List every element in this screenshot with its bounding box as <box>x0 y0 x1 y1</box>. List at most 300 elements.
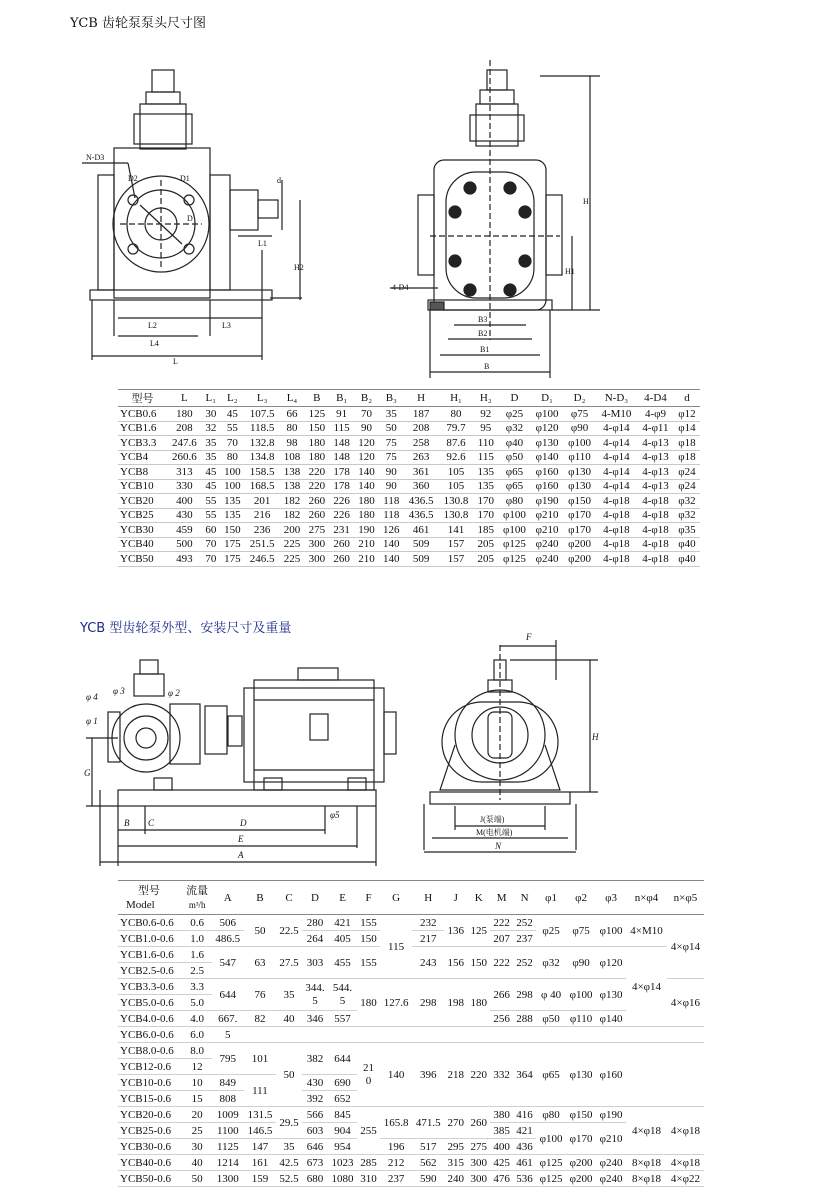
value-cell: 226 <box>333 509 350 522</box>
value-cell: 4-φ13 <box>642 436 669 449</box>
value-cell: 216 <box>253 509 271 522</box>
header-model: 型号 Model <box>126 884 160 911</box>
value-cell: φ40 <box>678 552 696 565</box>
label-c: C <box>148 818 155 828</box>
value-cell: 275 <box>308 523 326 536</box>
value-cell: 138 <box>283 480 301 493</box>
value-cell: 4-φ11 <box>642 422 669 435</box>
table-row <box>118 537 700 552</box>
value-cell: 4-φ18 <box>642 523 669 536</box>
value-cell: 509 <box>412 538 430 551</box>
value-cell: 132.8 <box>249 436 275 449</box>
value-cell: 55 <box>226 422 238 435</box>
header-col: H <box>424 891 433 904</box>
value-cell: 4-φ13 <box>642 480 669 493</box>
value-cell: 180 <box>358 509 375 522</box>
value-cell: 208 <box>412 422 430 435</box>
value-cell: φ75 <box>570 407 589 420</box>
value-cell: φ240 <box>535 552 559 565</box>
value-cell: 4-M10 <box>601 407 632 420</box>
label-phi3: φ 3 <box>113 686 125 696</box>
value-cell: 247.6 <box>171 436 197 449</box>
value-cell: 4-φ14 <box>603 465 630 478</box>
value-cell: 210 <box>358 538 375 551</box>
model-cell: YCB25 <box>120 509 154 522</box>
value-cell: φ32 <box>505 422 524 435</box>
value-cell: 4-φ14 <box>603 451 630 464</box>
header-flow: 流量 m³/h <box>186 884 209 910</box>
value-cell: 90 <box>360 422 372 435</box>
value-cell: 35 <box>205 451 217 464</box>
header-col: n×φ4 <box>634 891 659 904</box>
value-cell: 178 <box>333 465 350 478</box>
value-cell: 4-φ18 <box>642 509 669 522</box>
label-e: E <box>238 834 244 844</box>
table-row: YCB1.0-0.6 1.0 486.5 264 405 150 217 207 237 <box>118 931 704 947</box>
table-row: YCB40-0.6 40 1214 161 42.5 673 1023 285 212 562 315 300 425 461 φ125 φ200 φ240 8×φ18 4×φ18 <box>118 1155 704 1171</box>
value-cell: 140 <box>383 538 400 551</box>
section2-title: YCB 型齿轮泵外型、安装尺寸及重量 <box>80 621 292 636</box>
table-row: YCB15-0.6 15 808 392 652 <box>118 1091 704 1107</box>
label-f: F <box>526 632 532 642</box>
header-col: B <box>256 891 264 904</box>
value-cell: 130.8 <box>443 509 469 522</box>
value-cell: 4-φ18 <box>603 494 630 507</box>
header-col: B₃ <box>385 392 397 404</box>
value-cell: 148 <box>333 451 350 464</box>
table-row <box>118 465 700 480</box>
value-cell: 120 <box>358 451 375 464</box>
value-cell: 4-φ18 <box>603 552 630 565</box>
value-cell: 157 <box>447 552 465 565</box>
value-cell: 200 <box>283 523 301 536</box>
value-cell: φ120 <box>535 422 559 435</box>
table-row: YCB1.6-0.6 1.6 547 63 27.5 303 455 155 243 156 150 222 252 φ32 φ90 φ120 4×φ14 <box>118 947 704 963</box>
label-d1: D1 <box>180 174 190 183</box>
value-cell: φ14 <box>678 422 696 435</box>
value-cell: 135 <box>224 509 241 522</box>
value-cell: 493 <box>176 552 193 565</box>
value-cell: φ125 <box>503 538 526 551</box>
value-cell: 430 <box>176 509 193 522</box>
label-d: D <box>187 214 193 223</box>
value-cell: 35 <box>205 436 217 449</box>
value-cell: 175 <box>224 552 241 565</box>
header-col: L₄ <box>286 392 298 404</box>
table-row: YCB8.0-0.6 8.0 795 101 50 382 644 21 0 140 396 218 220 332 364 φ65 φ130 φ160 <box>118 1043 704 1059</box>
table-row <box>118 436 700 451</box>
value-cell: 30 <box>205 407 217 420</box>
value-cell: 220 <box>308 480 326 493</box>
header-col: G <box>392 891 401 904</box>
table-row: YCB6.0-0.6 6.0 5 <box>118 1027 704 1043</box>
pump-unit-dimension-table <box>118 880 704 1187</box>
value-cell: φ12 <box>678 407 696 420</box>
table-row <box>118 421 700 436</box>
value-cell: 45 <box>205 465 217 478</box>
value-cell: 4-φ14 <box>603 422 630 435</box>
label-phi5: φ5 <box>330 810 340 820</box>
value-cell: 168.5 <box>249 480 275 493</box>
label-a: A <box>238 850 244 860</box>
header-col: 4-D4 <box>644 392 667 404</box>
value-cell: 4-φ13 <box>642 451 669 464</box>
label-b: B <box>484 362 490 371</box>
value-cell: 330 <box>176 480 193 493</box>
model-cell: YCB40 <box>120 538 154 551</box>
value-cell: 140 <box>358 465 375 478</box>
value-cell: 185 <box>477 523 495 536</box>
value-cell: φ18 <box>678 451 696 464</box>
header-col: F <box>365 891 372 904</box>
table-row: YCB10-0.6 10 849 111 430 690 <box>118 1075 704 1091</box>
value-cell: φ200 <box>568 552 591 565</box>
value-cell: 150 <box>308 422 326 435</box>
table-row: YCB12-0.6 12 <box>118 1059 704 1075</box>
value-cell: 100 <box>224 480 241 493</box>
header-col: H₂ <box>479 392 492 404</box>
label-l2: L2 <box>148 321 157 330</box>
value-cell: φ190 <box>535 494 559 507</box>
table-row: YCB20-0.6 20 1009 131.5 29.5 566 845 255 165.8 471.5 270 260 380 416 φ80 φ150 φ190 4×φ18 4×φ18 <box>118 1107 704 1123</box>
value-cell: 246.5 <box>249 552 275 565</box>
value-cell: φ65 <box>505 480 524 493</box>
table-row: YCB4.0-0.6 4.0 667. 82 40 346 557 256 288 φ50 φ110 φ140 <box>118 1011 704 1027</box>
value-cell: 182 <box>283 509 301 522</box>
value-cell: 130.8 <box>443 494 469 507</box>
value-cell: 4-φ18 <box>603 538 630 551</box>
value-cell: 226 <box>333 494 350 507</box>
value-cell: 260 <box>308 494 326 507</box>
table-header-row <box>118 390 700 407</box>
value-cell: 55 <box>205 509 217 522</box>
label-4d4: 4-D4 <box>392 283 409 292</box>
table-row: YCB2.5-0.6 2.5 <box>118 963 704 979</box>
value-cell: φ24 <box>678 465 696 478</box>
value-cell: 90 <box>385 465 397 478</box>
value-cell: 4-φ13 <box>642 465 669 478</box>
label-n: N <box>495 841 502 851</box>
table-row: YCB30-0.6 30 1125 147 35 646 954 196 517 295 275 400 436 <box>118 1139 704 1155</box>
header-col: B₂ <box>360 392 373 404</box>
label-b3: B3 <box>478 315 488 324</box>
value-cell: 236 <box>253 523 271 536</box>
value-cell: 459 <box>176 523 193 536</box>
value-cell: 4-φ18 <box>603 523 630 536</box>
header-col: D₂ <box>573 392 586 404</box>
value-cell: φ240 <box>535 538 559 551</box>
value-cell: φ130 <box>568 480 591 493</box>
value-cell: φ80 <box>505 494 524 507</box>
section1-title: YCB 齿轮泵泵头尺寸图 <box>70 16 206 31</box>
header-col: φ1 <box>545 891 557 904</box>
label-l1: L1 <box>258 239 267 248</box>
header-col: D <box>510 392 519 404</box>
label-b1: B1 <box>480 345 490 354</box>
header-col: C <box>285 891 293 904</box>
value-cell: 134.8 <box>249 451 275 464</box>
value-cell: 4-φ18 <box>642 494 669 507</box>
label-g: G <box>84 768 91 778</box>
model-cell: YCB0.6 <box>120 407 157 420</box>
value-cell: 158.5 <box>249 465 275 478</box>
table-row <box>118 494 700 509</box>
value-cell: 108 <box>283 451 301 464</box>
value-cell: 105 <box>447 480 465 493</box>
value-cell: 210 <box>358 552 375 565</box>
value-cell: 98 <box>286 436 298 449</box>
header-col: D <box>311 891 319 904</box>
value-cell: 110 <box>477 436 494 449</box>
value-cell: φ24 <box>678 480 696 493</box>
model-cell: YCB20 <box>120 494 154 507</box>
value-cell: φ160 <box>535 480 559 493</box>
label-b2: B2 <box>478 329 488 338</box>
header-col: H <box>417 392 426 404</box>
value-cell: φ25 <box>505 407 524 420</box>
label-h2: H2 <box>294 263 304 272</box>
value-cell: 4-φ18 <box>642 552 669 565</box>
value-cell: 126 <box>383 523 400 536</box>
value-cell: 436.5 <box>408 494 434 507</box>
value-cell: 75 <box>385 451 397 464</box>
value-cell: 150 <box>224 523 241 536</box>
value-cell: 300 <box>308 538 326 551</box>
value-cell: 32 <box>205 422 217 435</box>
value-cell: 92 <box>480 407 492 420</box>
value-cell: 70 <box>205 552 217 565</box>
value-cell: φ210 <box>535 509 559 522</box>
value-cell: 79.7 <box>446 422 466 435</box>
value-cell: φ65 <box>505 465 524 478</box>
header-col: A <box>223 891 232 904</box>
model-cell: YCB4 <box>120 451 149 464</box>
value-cell: 260 <box>308 509 326 522</box>
value-cell: φ100 <box>535 407 559 420</box>
table-row <box>118 479 700 494</box>
value-cell: 313 <box>176 465 193 478</box>
header-col: N-D₃ <box>604 392 629 404</box>
value-cell: 80 <box>226 451 238 464</box>
value-cell: φ130 <box>535 436 559 449</box>
model-cell: YCB50 <box>120 552 154 565</box>
header-col: L₂ <box>227 392 238 404</box>
value-cell: 220 <box>308 465 326 478</box>
value-cell: 118 <box>383 494 400 507</box>
value-cell: φ140 <box>535 451 559 464</box>
model-cell: YCB3.3 <box>120 436 157 449</box>
value-cell: 138 <box>283 465 301 478</box>
header-col: N <box>520 891 529 904</box>
label-d2: D2 <box>128 174 138 183</box>
table-header-row <box>118 881 704 915</box>
value-cell: 70 <box>360 407 372 420</box>
value-cell: φ100 <box>503 523 526 536</box>
label-l3: L3 <box>222 321 231 330</box>
value-cell: 300 <box>308 552 326 565</box>
value-cell: 461 <box>412 523 430 536</box>
value-cell: 500 <box>176 538 193 551</box>
model-cell: YCB30 <box>120 523 154 536</box>
header-col: H₁ <box>450 392 462 404</box>
value-cell: 258 <box>412 436 430 449</box>
table-row: YCB50-0.6 50 1300 159 52.5 680 1080 310 237 590 240 300 476 536 φ125 φ200 φ240 8×φ18 4×φ22 <box>118 1171 704 1187</box>
value-cell: φ170 <box>568 523 591 536</box>
pump-unit-drawing <box>0 630 820 875</box>
value-cell: 141 <box>447 523 465 536</box>
value-cell: 140 <box>358 480 375 493</box>
header-col: B <box>313 392 321 404</box>
header-col: φ2 <box>575 891 587 904</box>
value-cell: 361 <box>412 465 430 478</box>
value-cell: 157 <box>447 538 465 551</box>
value-cell: 170 <box>477 509 495 522</box>
value-cell: 135 <box>224 494 241 507</box>
value-cell: 80 <box>286 422 298 435</box>
label-h1: H1 <box>565 267 575 276</box>
value-cell: φ110 <box>568 451 591 464</box>
header-col: d <box>684 392 690 404</box>
value-cell: 45 <box>226 407 238 420</box>
label-dsmall: d <box>277 176 281 185</box>
value-cell: 400 <box>176 494 193 507</box>
value-cell: 263 <box>412 451 430 464</box>
value-cell: 187 <box>412 407 430 420</box>
value-cell: 175 <box>224 538 241 551</box>
pump-head-dimension-table <box>118 389 700 567</box>
table-row <box>118 407 700 422</box>
value-cell: φ130 <box>568 465 591 478</box>
value-cell: 45 <box>205 480 217 493</box>
value-cell: φ50 <box>505 451 524 464</box>
value-cell: 4-φ14 <box>603 436 630 449</box>
table-row: YCB5.0-0.6 5.0 <box>118 995 704 1011</box>
header-col: B₁ <box>336 392 348 404</box>
label-phi1: φ 1 <box>86 716 98 726</box>
value-cell: 208 <box>176 422 193 435</box>
label-j: J(泵端) <box>480 815 505 824</box>
value-cell: 75 <box>385 436 397 449</box>
value-cell: 118 <box>383 509 400 522</box>
label-nd3: N-D3 <box>86 153 105 162</box>
model-cell: YCB1.6 <box>120 422 157 435</box>
value-cell: φ35 <box>678 523 696 536</box>
header-col: J <box>453 891 458 904</box>
value-cell: 80 <box>450 407 462 420</box>
value-cell: 95 <box>480 422 492 435</box>
header-col: L <box>180 392 188 404</box>
value-cell: 66 <box>286 407 298 420</box>
header-col: L₃ <box>256 392 268 404</box>
value-cell: 190 <box>358 523 375 536</box>
label-d: D <box>240 818 247 828</box>
label-h: H <box>592 732 599 742</box>
header-col: 型号 <box>131 393 154 405</box>
header-col: φ3 <box>605 891 618 904</box>
value-cell: 107.5 <box>249 407 275 420</box>
value-cell: φ210 <box>535 523 559 536</box>
value-cell: 4-φ18 <box>603 509 630 522</box>
table-row <box>118 508 700 523</box>
value-cell: φ18 <box>678 436 696 449</box>
value-cell: 4-φ18 <box>642 538 669 551</box>
header-col: E <box>339 891 346 904</box>
value-cell: 201 <box>253 494 271 507</box>
pump-head-drawing <box>0 40 820 385</box>
value-cell: 205 <box>477 552 495 565</box>
value-cell: 178 <box>333 480 350 493</box>
value-cell: φ125 <box>503 552 526 565</box>
value-cell: 148 <box>333 436 350 449</box>
value-cell: 180 <box>358 494 375 507</box>
value-cell: 436.5 <box>408 509 434 522</box>
value-cell: 225 <box>283 552 301 565</box>
value-cell: 225 <box>283 538 301 551</box>
value-cell: 260.6 <box>171 451 197 464</box>
value-cell: φ90 <box>570 422 589 435</box>
value-cell: φ200 <box>568 538 591 551</box>
value-cell: 70 <box>205 538 217 551</box>
value-cell: φ40 <box>505 436 524 449</box>
model-cell: YCB10 <box>120 480 154 493</box>
value-cell: φ32 <box>678 509 696 522</box>
label-l: L <box>173 357 178 366</box>
label-b: B <box>124 818 130 828</box>
value-cell: 125 <box>308 407 326 420</box>
value-cell: 182 <box>283 494 301 507</box>
value-cell: 90 <box>385 480 397 493</box>
value-cell: 70 <box>226 436 238 449</box>
label-phi4: φ 4 <box>86 692 98 702</box>
label-m: M(电机端) <box>476 828 513 837</box>
value-cell: 260 <box>333 538 350 551</box>
table-row: YCB25-0.6 25 1100 146.5 603 904 385 421 φ100 φ170 φ210 <box>118 1123 704 1139</box>
model-cell: YCB8 <box>120 465 149 478</box>
header-col: L₁ <box>205 392 217 404</box>
value-cell: φ32 <box>678 494 696 507</box>
value-cell: 260 <box>333 552 350 565</box>
value-cell: 100 <box>224 465 241 478</box>
value-cell: 140 <box>383 552 400 565</box>
value-cell: 91 <box>336 407 348 420</box>
value-cell: 60 <box>205 523 217 536</box>
label-phi2: φ 2 <box>168 688 180 698</box>
table-row: YCB3.3-0.6 3.3 644 76 35 344. 5 544. 5 180 127.6 298 198 180 266 298 φ 40 φ100 φ130 4×φ16 <box>118 979 704 995</box>
value-cell: 115 <box>477 451 494 464</box>
table-row <box>118 552 700 567</box>
label-h: H <box>583 197 589 206</box>
value-cell: 35 <box>385 407 397 420</box>
value-cell: 105 <box>447 465 465 478</box>
value-cell: φ100 <box>568 436 591 449</box>
header-col: D₁ <box>541 392 553 404</box>
value-cell: 135 <box>477 480 495 493</box>
table-row <box>118 450 700 465</box>
value-cell: 118.5 <box>249 422 275 435</box>
value-cell: φ160 <box>535 465 559 478</box>
table-row: YCB0.6-0.6 0.6 506 50 22.5 280 421 155 115 232 136 125 222 252 φ25 φ75 φ100 4×M10 4×φ14 <box>118 915 704 931</box>
value-cell: φ40 <box>678 538 696 551</box>
value-cell: 92.6 <box>446 451 466 464</box>
value-cell: 180 <box>308 451 326 464</box>
value-cell: 4-φ14 <box>603 480 630 493</box>
header-col: K <box>474 891 483 904</box>
table-row <box>118 523 700 538</box>
value-cell: φ100 <box>503 509 526 522</box>
header-col: M <box>496 891 507 904</box>
value-cell: 205 <box>477 538 495 551</box>
value-cell: φ150 <box>568 494 591 507</box>
